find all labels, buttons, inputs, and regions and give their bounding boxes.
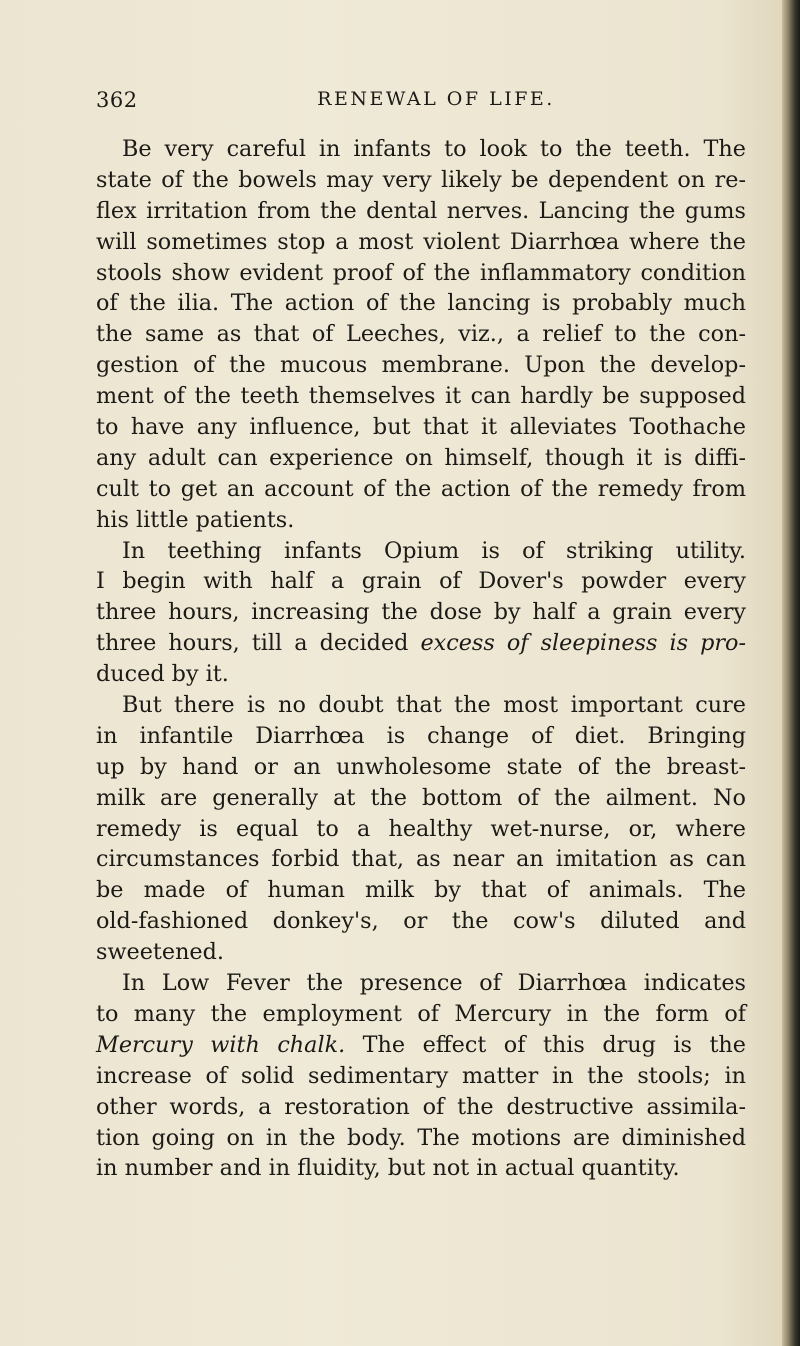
text-line: milk are generally at the bottom of the ailment. No <box>96 784 746 811</box>
text-line: will sometimes stop a most violent Diarrhœa where the <box>96 228 746 255</box>
text-line: Be very careful in infants to look to the teeth. The <box>122 136 746 162</box>
body-text <box>96 134 746 1184</box>
italic-text-run: Mercury with chalk. <box>96 1031 346 1058</box>
text-run: The effect of this drug is the <box>345 1031 746 1058</box>
italic-text-run: excess of sleepiness is pro- <box>420 630 746 657</box>
text-line: circumstances forbid that, as near an imitation as can <box>96 846 746 873</box>
text-line: tion going on in the body. The motions are diminished <box>96 1124 746 1151</box>
text-line: in number and in fluidity, but not in actual quantity. <box>96 1155 680 1182</box>
text-line: gestion of the mucous membrane. Upon the develop- <box>96 352 746 379</box>
text-line: other words, a restoration of the destructive assimila- <box>96 1093 746 1120</box>
text-run: three hours, till a decided <box>96 630 421 657</box>
text-line: In teething infants Opium is of striking utility. <box>122 537 746 564</box>
text-line: in infantile Diarrhœa is change of diet. Bringing <box>96 722 746 749</box>
text-line: cult to get an account of the action of the remedy from <box>96 475 746 502</box>
text-line: to many the employment of Mercury in the form of <box>96 1000 746 1027</box>
text-line: to have any influence, but that it alleviates Toothache <box>96 414 746 441</box>
running-title: RENEWAL OF LIFE. <box>317 88 555 110</box>
text-line <box>96 628 746 659</box>
text-line: of the ilia. The action of the lancing is probably much <box>96 290 746 317</box>
text-line: the same as that of Leeches, viz., a relief to the con- <box>96 321 746 348</box>
page-edge-shadow <box>782 0 800 1346</box>
text-line: any adult can experience on himself, though it is diffi- <box>96 444 746 471</box>
text-line: his little patients. <box>96 506 295 533</box>
text-line: sweetened. <box>96 939 224 966</box>
text-line: three hours, increasing the dose by half a grain every <box>96 599 746 626</box>
text-line: flex irritation from the dental nerves. Lancing the gums <box>96 197 746 224</box>
text-line: be made of human milk by that of animals. The <box>96 877 746 904</box>
text-line: ment of the teeth themselves it can hardly be supposed <box>96 383 746 410</box>
text-line <box>96 1030 746 1061</box>
text-line: remedy is equal to a healthy wet-nurse, or, where <box>96 815 746 842</box>
text-line: stools show evident proof of the inflammatory condition <box>96 259 746 286</box>
page-number: 362 <box>96 88 138 112</box>
text-line: duced by it. <box>96 661 229 688</box>
page-header <box>96 88 736 118</box>
text-line: But there is no doubt that the most important cure <box>122 692 746 719</box>
text-line: old-fashioned donkey's, or the cow's diluted and <box>96 908 746 935</box>
text-line: I begin with half a grain of Dover's powder every <box>96 568 746 595</box>
text-line: increase of solid sedimentary matter in the stools; in <box>96 1062 746 1089</box>
text-line: state of the bowels may very likely be dependent on re- <box>96 166 746 193</box>
text-line: up by hand or an unwholesome state of the breast- <box>96 753 746 780</box>
text-line: In Low Fever the presence of Diarrhœa indicates <box>122 970 746 997</box>
